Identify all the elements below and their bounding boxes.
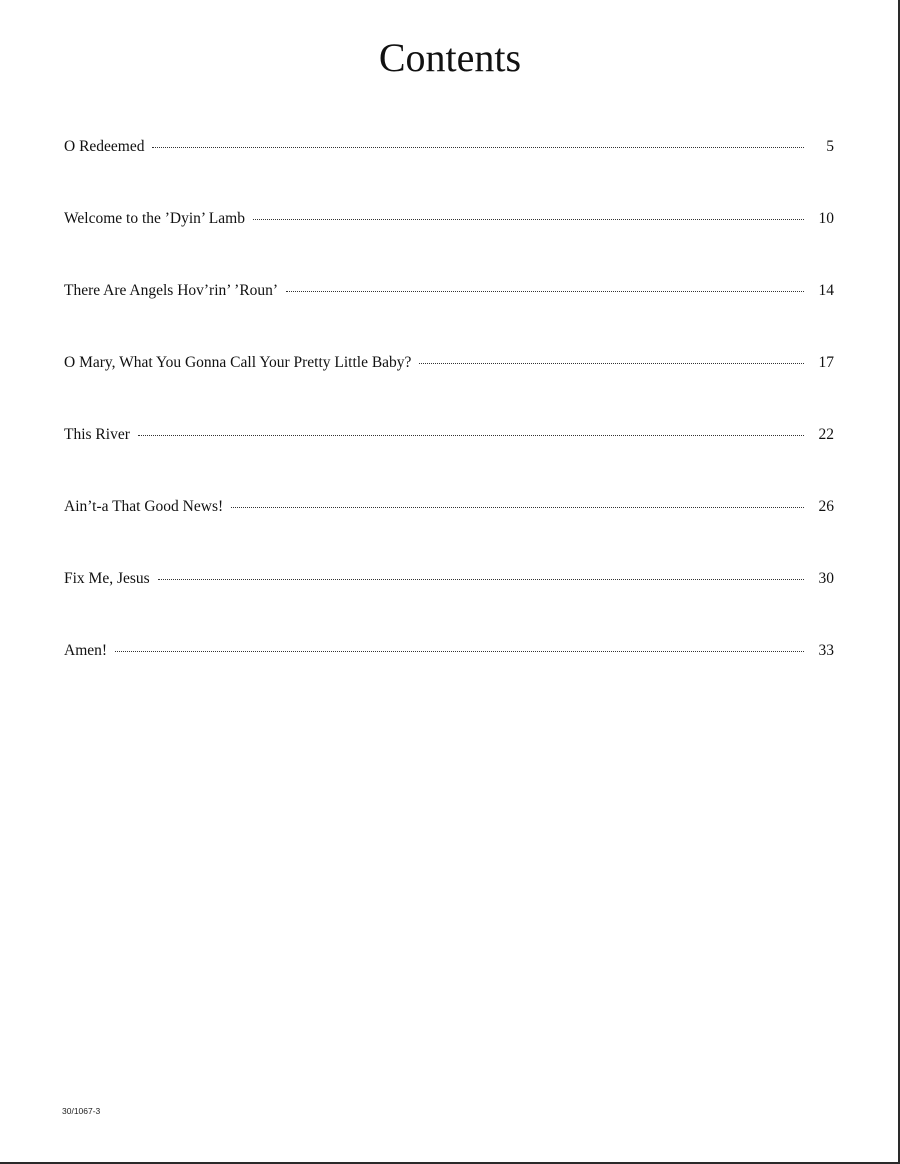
toc-entry-title: Fix Me, Jesus [64, 570, 150, 587]
toc-entry-page: 26 [818, 498, 834, 515]
toc-entry [64, 570, 834, 642]
toc-entry [64, 498, 834, 570]
table-of-contents [64, 138, 834, 714]
dot-leader [419, 363, 804, 364]
toc-entry-title: Ain’t-a That Good News! [64, 498, 224, 515]
toc-entry-page: 10 [818, 210, 834, 227]
dot-leader [231, 507, 804, 508]
toc-entry-page: 17 [818, 354, 834, 371]
page-title: Contents [378, 35, 522, 80]
toc-entry [64, 354, 834, 426]
toc-entry-page: 33 [818, 642, 834, 659]
dot-leader [286, 291, 804, 292]
dot-leader [152, 147, 804, 148]
dot-leader [138, 435, 804, 436]
dot-leader [115, 651, 804, 652]
toc-entry-page: 5 [826, 138, 834, 155]
toc-entry-page: 22 [818, 426, 834, 443]
toc-entry [64, 282, 834, 354]
toc-entry [64, 642, 834, 714]
toc-entry-page: 30 [818, 570, 834, 587]
toc-entry-title: Welcome to the ’Dyin’ Lamb [64, 210, 245, 227]
dot-leader [253, 219, 804, 220]
toc-entry [64, 426, 834, 498]
toc-entry-title: Amen! [64, 642, 108, 659]
toc-entry [64, 138, 834, 210]
toc-entry-title: O Mary, What You Gonna Call Your Pretty Little Baby? [64, 354, 412, 371]
toc-entry-title: This River [64, 426, 130, 443]
toc-entry-title: O Redeemed [64, 138, 145, 155]
catalog-number: 30/1067-3 [62, 1106, 101, 1116]
toc-entry-title: There Are Angels Hov’rin’ ’Roun’ [64, 282, 279, 299]
toc-entry-page: 14 [818, 282, 834, 299]
dot-leader [158, 579, 804, 580]
toc-entry [64, 210, 834, 282]
